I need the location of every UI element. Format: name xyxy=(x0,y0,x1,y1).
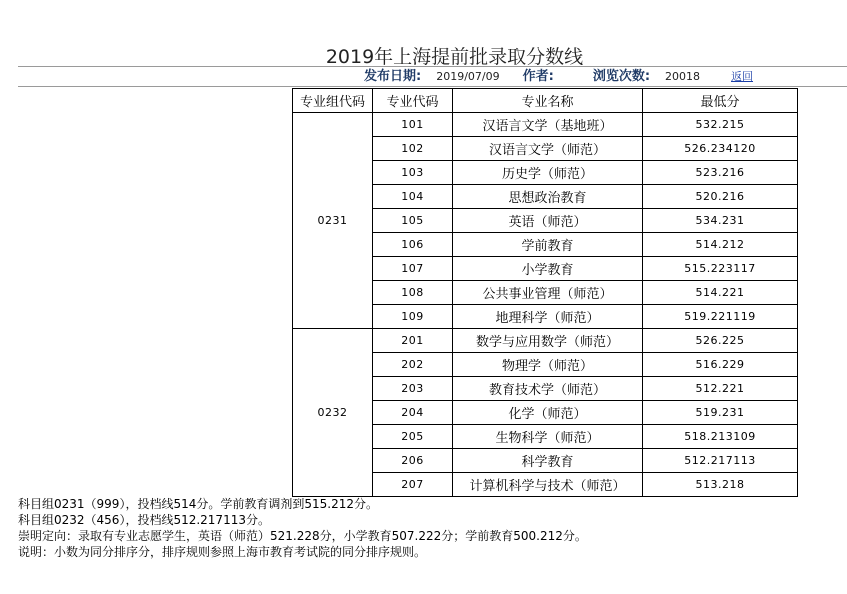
major-name-cell: 汉语言文学（基地班） xyxy=(453,113,643,137)
major-code-cell: 206 xyxy=(373,449,453,473)
view-count-value: 20018 xyxy=(665,70,701,83)
major-name-cell: 化学（师范） xyxy=(453,401,643,425)
article-meta xyxy=(364,70,753,84)
back-link[interactable]: 返回 xyxy=(731,70,754,83)
table-row xyxy=(293,113,798,137)
footnote-line: 说明：小数为同分排序分，排序规则参照上海市教育考试院的同分排序规则。 xyxy=(18,545,427,559)
major-code-cell: 109 xyxy=(373,305,453,329)
min-score-cell: 519.221119 xyxy=(643,305,798,329)
min-score-cell: 512.217113 xyxy=(643,449,798,473)
min-score-cell: 526.234120 xyxy=(643,137,798,161)
major-name-cell: 计算机科学与技术（师范） xyxy=(453,473,643,497)
min-score-cell: 532.215 xyxy=(643,113,798,137)
major-code-cell: 108 xyxy=(373,281,453,305)
min-score-cell: 512.221 xyxy=(643,377,798,401)
major-code-cell: 201 xyxy=(373,329,453,353)
min-score-cell: 515.223117 xyxy=(643,257,798,281)
major-name-cell: 英语（师范） xyxy=(453,209,643,233)
major-code-cell: 205 xyxy=(373,425,453,449)
major-code-cell: 106 xyxy=(373,233,453,257)
major-name-cell: 科学教育 xyxy=(453,449,643,473)
major-code-cell: 204 xyxy=(373,401,453,425)
min-score-cell: 519.231 xyxy=(643,401,798,425)
major-name-cell: 汉语言文学（师范） xyxy=(453,137,643,161)
major-code-cell: 207 xyxy=(373,473,453,497)
min-score-cell: 514.221 xyxy=(643,281,798,305)
min-score-cell: 514.212 xyxy=(643,233,798,257)
major-name-cell: 公共事业管理（师范） xyxy=(453,281,643,305)
publish-date-label: 发布日期: xyxy=(364,69,422,84)
footnote-line: 科目组0231（999），投档线514分。学前教育调剂到515.212分。 xyxy=(18,497,378,511)
min-score-cell: 513.218 xyxy=(643,473,798,497)
major-code-cell: 202 xyxy=(373,353,453,377)
page-title: 2019年上海提前批录取分数线 xyxy=(325,46,584,68)
group-code-cell: 0232 xyxy=(293,329,373,497)
major-name-cell: 生物科学（师范） xyxy=(453,425,643,449)
footnotes xyxy=(18,496,587,560)
major-name-cell: 思想政治教育 xyxy=(453,185,643,209)
major-code-cell: 104 xyxy=(373,185,453,209)
min-score-cell: 520.216 xyxy=(643,185,798,209)
header-major-code: 专业代码 xyxy=(373,89,453,113)
header-group-code: 专业组代码 xyxy=(293,89,373,113)
publish-date-value: 2019/07/09 xyxy=(436,70,500,83)
table-header-row xyxy=(293,89,798,113)
major-code-cell: 103 xyxy=(373,161,453,185)
header-divider-top xyxy=(18,66,847,67)
major-name-cell: 教育技术学（师范） xyxy=(453,377,643,401)
min-score-cell: 523.216 xyxy=(643,161,798,185)
footnote-line: 科目组0232（456），投档线512.217113分。 xyxy=(18,513,270,527)
min-score-cell: 518.213109 xyxy=(643,425,798,449)
min-score-cell: 526.225 xyxy=(643,329,798,353)
header-divider-bottom xyxy=(18,86,847,87)
major-name-cell: 学前教育 xyxy=(453,233,643,257)
admission-scores-table xyxy=(292,88,798,497)
major-code-cell: 102 xyxy=(373,137,453,161)
major-code-cell: 101 xyxy=(373,113,453,137)
table-row xyxy=(293,329,798,353)
major-name-cell: 历史学（师范） xyxy=(453,161,643,185)
view-count-label: 浏览次数: xyxy=(592,69,651,84)
major-code-cell: 203 xyxy=(373,377,453,401)
major-code-cell: 105 xyxy=(373,209,453,233)
header-min-score: 最低分 xyxy=(643,89,798,113)
group-code-cell: 0231 xyxy=(293,113,373,329)
major-name-cell: 小学教育 xyxy=(453,257,643,281)
major-name-cell: 数学与应用数学（师范） xyxy=(453,329,643,353)
footnote-line: 崇明定向：录取有专业志愿学生，英语（师范）521.228分，小学教育507.222分；学前教育500.212分。 xyxy=(18,529,587,543)
author-label: 作者: xyxy=(522,69,554,84)
header-major-name: 专业名称 xyxy=(453,89,643,113)
major-name-cell: 地理科学（师范） xyxy=(453,305,643,329)
min-score-cell: 516.229 xyxy=(643,353,798,377)
major-name-cell: 物理学（师范） xyxy=(453,353,643,377)
min-score-cell: 534.231 xyxy=(643,209,798,233)
major-code-cell: 107 xyxy=(373,257,453,281)
